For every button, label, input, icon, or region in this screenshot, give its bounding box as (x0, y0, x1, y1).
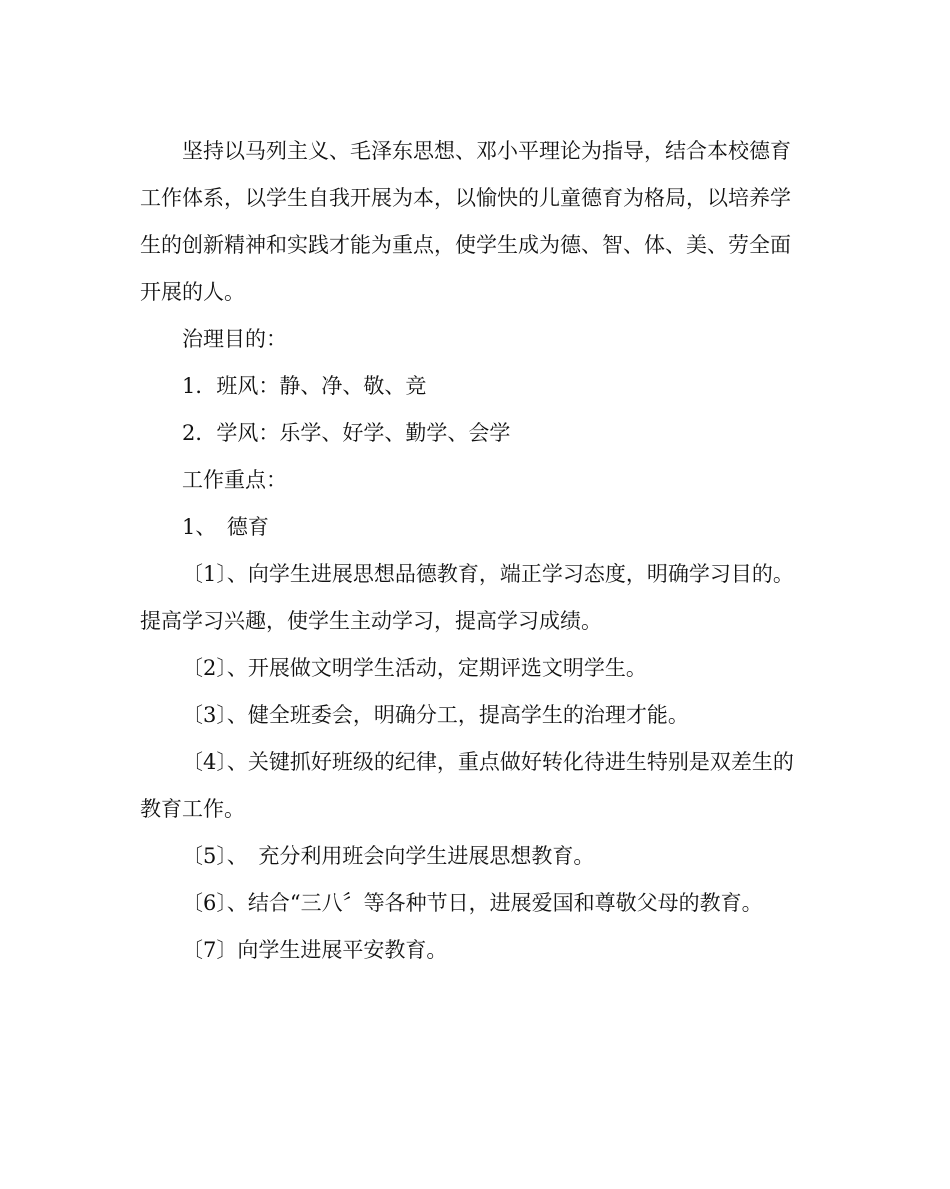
moral-item-7: 〔7〕向学生进展平安教育。 (182, 938, 448, 962)
moral-item-1: 〔1〕、向学生进展思想品德教育，端正学习态度，明确学习目的。提高学习兴趣，使学生主动学习，提高学习成绩。 (140, 562, 794, 633)
moral-item-3: 〔3〕、健全班委会，明确分工，提高学生的治理才能。 (182, 703, 689, 727)
moral-item-4: 〔4〕、关键抓好班级的纪律，重点做好转化待进生特别是双差生的教育工作。 (140, 750, 794, 821)
goal-item-study-style: 2．学风：乐学、好学、勤学、会学 (182, 421, 511, 445)
moral-item-5: 〔5〕、 充分利用班会向学生进展思想教育。 (182, 844, 595, 868)
management-goal-heading: 治理目的： (182, 327, 287, 351)
goal-item-class-style: 1．班风：静、净、敬、竞 (182, 374, 427, 398)
work-focus-heading: 工作重点： (182, 468, 287, 492)
moral-education-heading: 1、 德育 (182, 515, 269, 539)
moral-item-2: 〔2〕、开展做文明学生活动，定期评选文明学生。 (182, 656, 647, 680)
moral-item-6: 〔6〕、结合“三八〞等各种节日，进展爱国和尊敬父母的教育。 (182, 891, 763, 915)
document-body (140, 128, 810, 974)
intro-paragraph: 坚持以马列主义、毛泽东思想、邓小平理论为指导，结合本校德育工作体系，以学生自我开展为本，以愉快的儿童德育为格局，以培养学生的创新精神和实践才能为重点，使学生成为德、智、体、美、劳全面开展的人。 (140, 139, 791, 304)
